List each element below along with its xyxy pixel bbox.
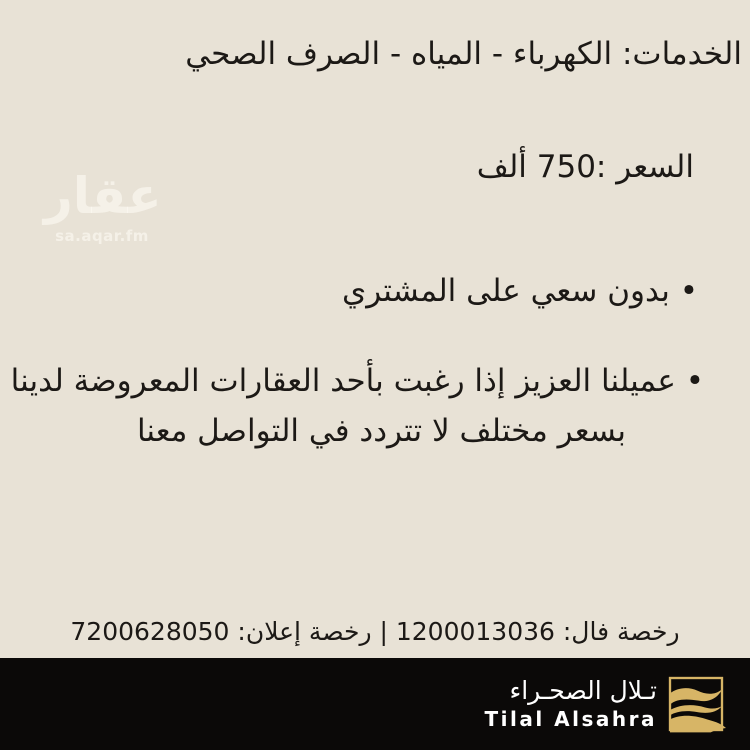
tilal-alsahra-dunes-logo-icon: [666, 673, 726, 735]
bullet-contact-line2: بسعر مختلف لا تتردد في التواصل معنا: [136, 413, 626, 449]
aqar-watermark: [44, 168, 160, 245]
footer-bar: [0, 658, 750, 750]
brand-text-block: [485, 677, 658, 732]
services-line: الخدمات: الكهرباء - المياه - الصرف الصحي: [185, 36, 742, 72]
bullet-no-commission: • بدون سعي على المشتري: [341, 273, 698, 309]
brand-name-english: Tilal Alsahra: [484, 707, 657, 732]
brand-name-arabic: تـلال الصحـراء: [509, 675, 657, 705]
price-line: السعر :750 ألف: [476, 149, 694, 185]
aqar-site-url: sa.aqar.fm: [55, 226, 149, 245]
bullet-contact-line1: • عميلنا العزيز إذا رغبت بأحد العقارات المعروضة لدينا: [10, 363, 704, 399]
license-line: رخصة فال: 1200013036 | رخصة إعلان: 7200628050: [70, 617, 680, 646]
bullet-contact-us: [11, 356, 704, 456]
aqar-logo-text: عقار: [44, 167, 162, 225]
